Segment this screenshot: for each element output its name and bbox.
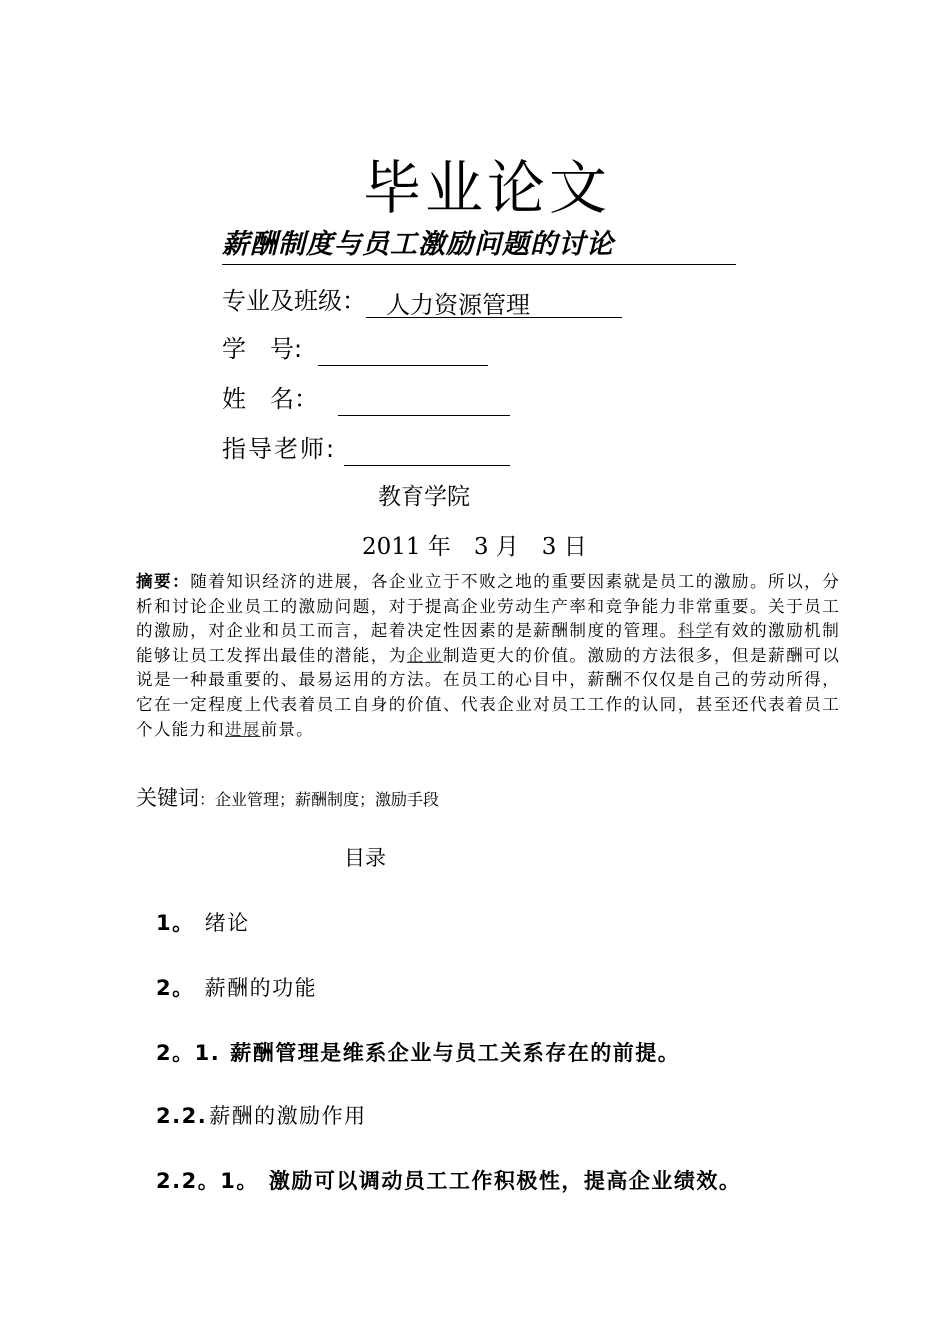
- toc-item[interactable]: [156, 906, 250, 940]
- college-name: 教育学院: [378, 484, 470, 510]
- advisor-label: 指导老师:: [222, 435, 337, 463]
- abstract-text-2: 有效的激励机制能够让员工发挥出最佳的潜能，为: [136, 621, 840, 665]
- advisor-blank: [344, 435, 510, 466]
- toc-item-text: 薪酬的激励作用: [209, 1104, 367, 1128]
- keywords-label: 关键词: [136, 786, 199, 810]
- document-title: 毕业论文: [362, 154, 611, 222]
- toc-item-number: 2.2。1。: [156, 1169, 259, 1193]
- student-id-blank: [318, 335, 488, 366]
- abstract-text-1: 随着知识经济的进展，各企业立于不败之地的重要因素就是员工的激励。所以，分析和讨论企业员工的激励问题，对于提高企业劳动生产率和竞争能力非常重要。关于员工的激励，对企业和员工而言，起着决定性因素的是薪酬制度的管理。: [136, 572, 840, 641]
- thesis-subtitle: 薪酬制度与员工激励问题的讨论: [222, 226, 736, 265]
- keywords-line: [136, 782, 439, 816]
- link-enterprise[interactable]: 企业: [406, 645, 443, 665]
- major-value: 人力资源管理: [366, 288, 622, 318]
- toc-item-number: 1。: [156, 911, 195, 935]
- keywords-colon: ：: [199, 790, 216, 809]
- link-development[interactable]: 进展: [224, 719, 261, 739]
- major-label: 专业及班级：: [222, 287, 366, 315]
- abstract-paragraph: [136, 570, 840, 742]
- toc-item-text: 绪论: [204, 911, 250, 935]
- thesis-date: 2011 年 3 月 3 日: [362, 534, 587, 560]
- toc-item-number: 2。1.: [156, 1041, 221, 1065]
- toc-item[interactable]: [156, 1099, 367, 1133]
- toc-title: 目录: [344, 846, 386, 870]
- major-field: [222, 284, 622, 318]
- toc-item[interactable]: [156, 1164, 741, 1198]
- toc-item-number: 2.2.: [156, 1104, 208, 1128]
- abstract-text-4: 前景。: [260, 719, 314, 739]
- toc-item-text: 激励可以调动员工工作积极性，提高企业绩效。: [268, 1169, 742, 1193]
- advisor-field: [222, 432, 510, 466]
- toc-item[interactable]: [156, 971, 317, 1005]
- student-id-field: [222, 332, 488, 366]
- name-field: [222, 382, 510, 416]
- abstract-label: 摘要：: [136, 572, 191, 591]
- abstract-text-3: 制造更大的价值。激励的方法很多，但是薪酬可以说是一种最重要的、最易运用的方法。在员工的心目中，薪酬不仅仅是自己的劳动所得，它在一定程度上代表着员工自身的价值、代表企业对员工工作的认同，甚至还代表着员工个人能力和: [136, 645, 841, 739]
- toc-item-text: 薪酬管理是维系企业与员工关系存在的前提。: [230, 1041, 681, 1065]
- student-id-label: 学 号:: [222, 335, 303, 363]
- name-blank: [338, 385, 510, 416]
- link-science[interactable]: 科学: [677, 621, 714, 641]
- toc-item-number: 2。: [156, 976, 195, 1000]
- keywords-text: 企业管理；薪酬制度；激励手段: [215, 790, 440, 809]
- toc-item[interactable]: [156, 1036, 680, 1070]
- toc-item-text: 薪酬的功能: [204, 976, 318, 1000]
- name-label: 姓 名：: [222, 385, 318, 413]
